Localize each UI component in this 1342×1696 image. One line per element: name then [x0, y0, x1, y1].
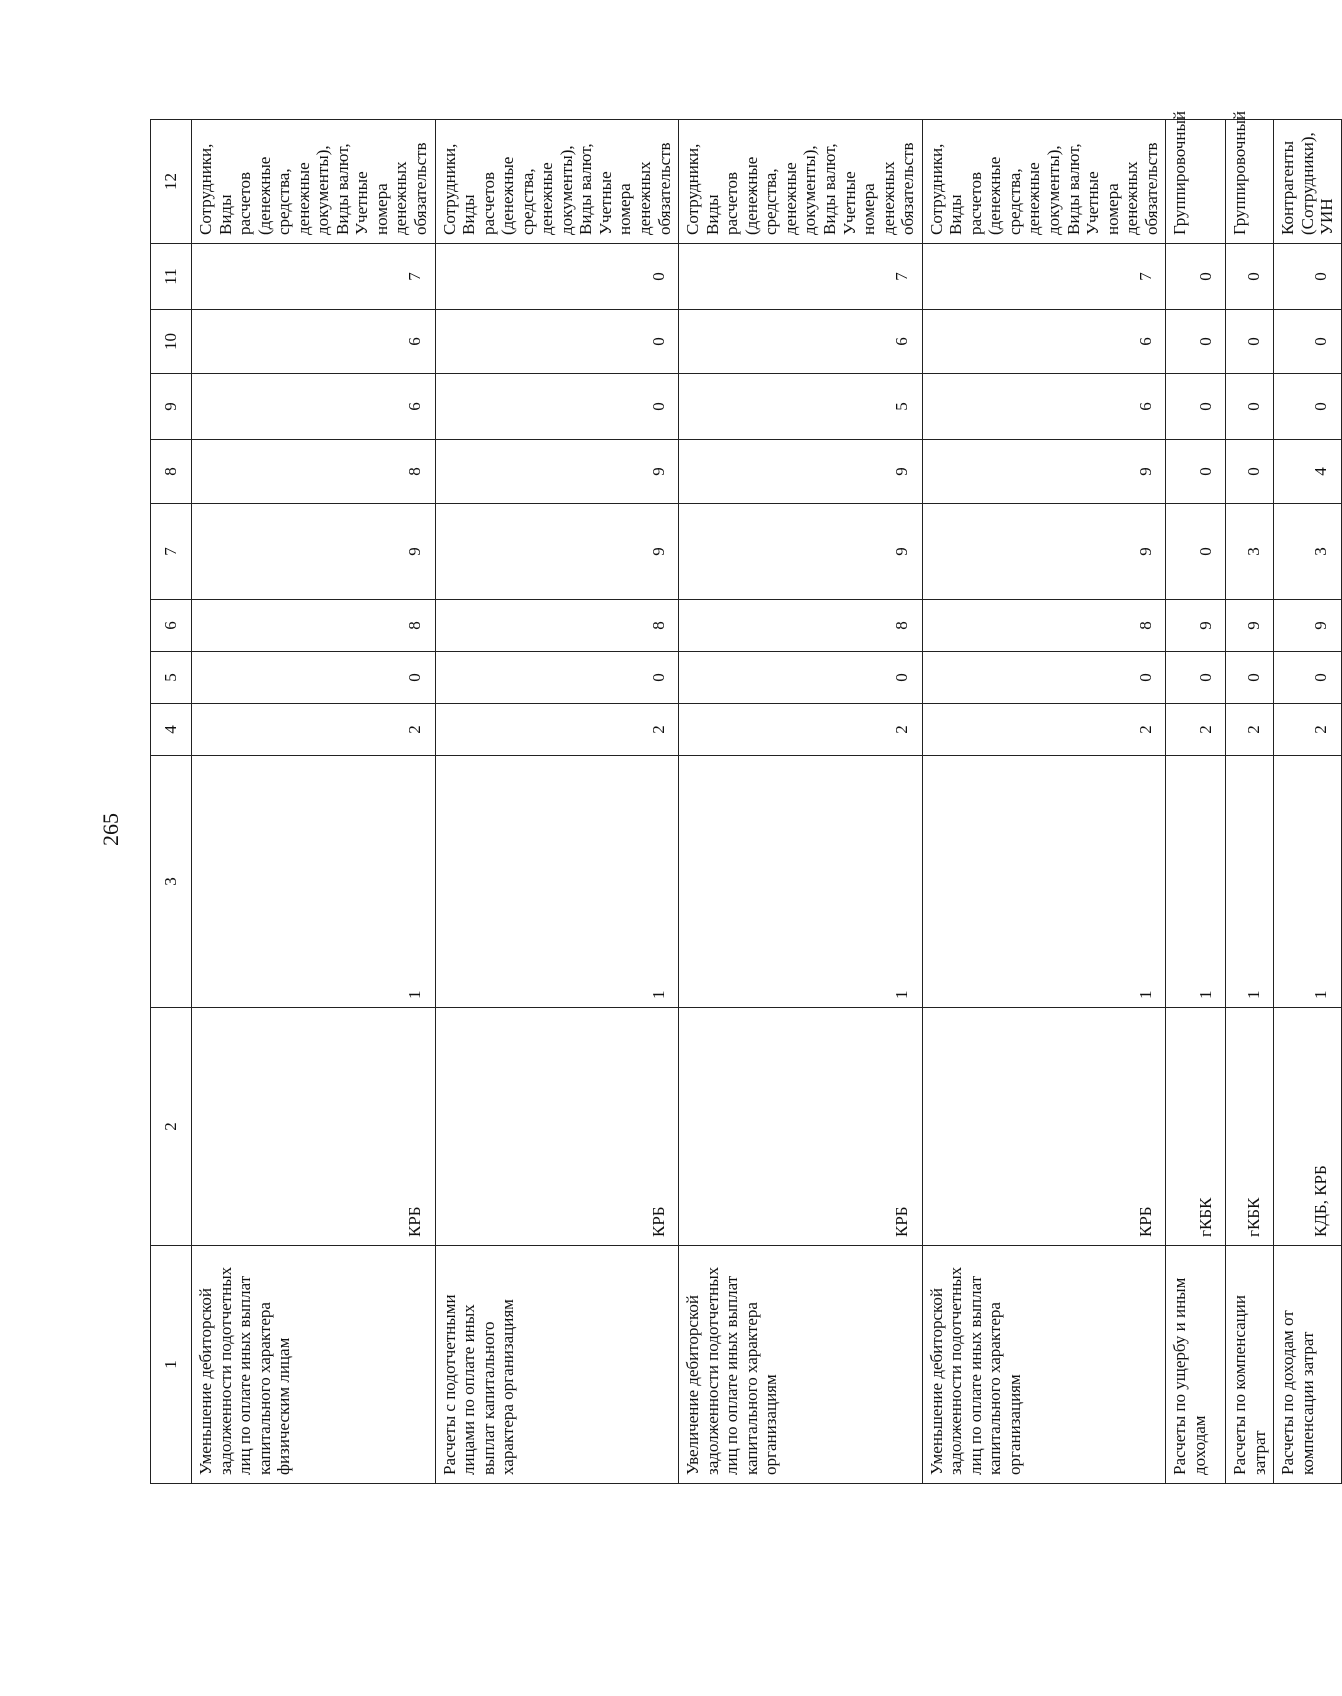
row-col9-cell: 0: [1166, 374, 1226, 440]
row-col7-cell: 3: [1226, 504, 1274, 600]
row-col9-cell: 6: [922, 374, 1166, 440]
row-col7-cell: 9: [192, 504, 436, 600]
row-col11-cell: 0: [1274, 244, 1342, 310]
row-analytics-cell: Сотрудники, Виды расчетов (денежные средства, денежные документы), Виды валют, Учетные номера денежных обязательств: [679, 120, 923, 244]
row-col5-cell: 0: [679, 652, 923, 704]
row-analytics-cell: Группировочный: [1226, 120, 1274, 244]
column-header-1: 1: [151, 1246, 192, 1484]
row-col11-cell: 7: [922, 244, 1166, 310]
row-col3-cell: 1: [192, 756, 436, 1008]
row-col3-cell: 1: [922, 756, 1166, 1008]
row-col6-cell: 9: [1274, 600, 1342, 652]
row-code-cell: КРБ: [435, 1008, 679, 1246]
row-col6-cell: 8: [679, 600, 923, 652]
column-header-4: 4: [151, 704, 192, 756]
row-analytics-cell: Сотрудники, Виды расчетов (денежные средства, денежные документы), Виды валют, Учетные номера денежных обязательств: [922, 120, 1166, 244]
row-name-cell: Увеличение дебиторской задолженности подотчетных лиц по оплате иных выплат капитального характера организациям: [679, 1246, 923, 1484]
column-header-5: 5: [151, 652, 192, 704]
table-row: [1166, 120, 1226, 1484]
row-col8-cell: 9: [679, 440, 923, 504]
row-name-cell: Расчеты по доходам от компенсации затрат: [1274, 1246, 1342, 1484]
row-col5-cell: 0: [435, 652, 679, 704]
column-header-8: 8: [151, 440, 192, 504]
rotated-table-sheet: [150, 111, 1337, 1484]
row-col6-cell: 8: [435, 600, 679, 652]
row-col7-cell: 0: [1166, 504, 1226, 600]
row-col3-cell: 1: [1274, 756, 1342, 1008]
row-analytics-cell: Контрагенты (Сотрудники), УИН: [1274, 120, 1342, 244]
row-col11-cell: 0: [1226, 244, 1274, 310]
row-col9-cell: 0: [1226, 374, 1274, 440]
row-analytics-cell: Сотрудники, Виды расчетов (денежные средства, денежные документы), Виды валют, Учетные номера денежных обязательств: [192, 120, 436, 244]
row-code-cell: КРБ: [922, 1008, 1166, 1246]
row-name-cell: Расчеты по компенсации затрат: [1226, 1246, 1274, 1484]
row-col10-cell: 6: [922, 310, 1166, 374]
row-col3-cell: 1: [1166, 756, 1226, 1008]
row-name-cell: Расчеты с подотчетными лицами по оплате иных выплат капитального характера организациям: [435, 1246, 679, 1484]
row-col8-cell: 4: [1274, 440, 1342, 504]
row-col11-cell: 0: [1166, 244, 1226, 310]
row-col3-cell: 1: [679, 756, 923, 1008]
row-analytics-cell: Группировочный: [1166, 120, 1226, 244]
table-row: [192, 120, 436, 1484]
row-col6-cell: 9: [1166, 600, 1226, 652]
page-number: 265: [98, 813, 123, 846]
row-col8-cell: 9: [922, 440, 1166, 504]
row-code-cell: КДБ, КРБ: [1274, 1008, 1342, 1246]
table-row: [1274, 120, 1342, 1484]
row-code-cell: КРБ: [679, 1008, 923, 1246]
row-analytics-cell: Сотрудники, Виды расчетов (денежные средства, денежные документы), Виды валют, Учетные номера денежных обязательств: [435, 120, 679, 244]
row-code-cell: гКБК: [1166, 1008, 1226, 1246]
accounts-table: [150, 111, 1342, 1484]
column-header-11: 11: [151, 244, 192, 310]
row-col4-cell: 2: [679, 704, 923, 756]
row-col6-cell: 8: [922, 600, 1166, 652]
row-code-cell: КРБ: [192, 1008, 436, 1246]
row-col10-cell: 6: [679, 310, 923, 374]
row-col7-cell: 3: [1274, 504, 1342, 600]
row-col7-cell: 9: [922, 504, 1166, 600]
row-col5-cell: 0: [1166, 652, 1226, 704]
row-code-cell: гКБК: [1226, 1008, 1274, 1246]
table-row: [679, 120, 923, 1484]
row-col5-cell: 0: [922, 652, 1166, 704]
row-col5-cell: 0: [1226, 652, 1274, 704]
row-col9-cell: 0: [1274, 374, 1342, 440]
row-col10-cell: 6: [192, 310, 436, 374]
row-col7-cell: 9: [435, 504, 679, 600]
table-row: [922, 120, 1166, 1484]
row-col4-cell: 2: [435, 704, 679, 756]
row-col4-cell: 2: [1274, 704, 1342, 756]
row-col6-cell: 8: [192, 600, 436, 652]
row-name-cell: Уменьшение дебиторской задолженности подотчетных лиц по оплате иных выплат капитального характера физическим лицам: [192, 1246, 436, 1484]
row-col8-cell: 9: [435, 440, 679, 504]
row-col4-cell: 2: [1166, 704, 1226, 756]
row-col10-cell: 0: [1226, 310, 1274, 374]
column-header-7: 7: [151, 504, 192, 600]
row-col3-cell: 1: [435, 756, 679, 1008]
column-header-6: 6: [151, 600, 192, 652]
row-col8-cell: 0: [1226, 440, 1274, 504]
row-col5-cell: 0: [1274, 652, 1342, 704]
column-header-3: 3: [151, 756, 192, 1008]
row-col8-cell: 0: [1166, 440, 1226, 504]
column-header-2: 2: [151, 1008, 192, 1246]
row-col5-cell: 0: [192, 652, 436, 704]
row-col10-cell: 0: [1274, 310, 1342, 374]
row-col10-cell: 0: [1166, 310, 1226, 374]
table-row: [435, 120, 679, 1484]
column-header-10: 10: [151, 310, 192, 374]
row-col3-cell: 1: [1226, 756, 1274, 1008]
row-col4-cell: 2: [922, 704, 1166, 756]
row-col11-cell: 7: [192, 244, 436, 310]
row-name-cell: Уменьшение дебиторской задолженности подотчетных лиц по оплате иных выплат капитального характера организациям: [922, 1246, 1166, 1484]
table-row: [1226, 120, 1274, 1484]
row-col11-cell: 0: [435, 244, 679, 310]
row-col4-cell: 2: [1226, 704, 1274, 756]
row-col8-cell: 8: [192, 440, 436, 504]
row-name-cell: Расчеты по ущербу и иным доходам: [1166, 1246, 1226, 1484]
row-col4-cell: 2: [192, 704, 436, 756]
row-col6-cell: 9: [1226, 600, 1274, 652]
row-col10-cell: 0: [435, 310, 679, 374]
row-col9-cell: 6: [192, 374, 436, 440]
row-col9-cell: 5: [679, 374, 923, 440]
column-header-12: 12: [151, 120, 192, 244]
row-col11-cell: 7: [679, 244, 923, 310]
header-row: [151, 120, 192, 1484]
row-col9-cell: 0: [435, 374, 679, 440]
column-header-9: 9: [151, 374, 192, 440]
row-col7-cell: 9: [679, 504, 923, 600]
